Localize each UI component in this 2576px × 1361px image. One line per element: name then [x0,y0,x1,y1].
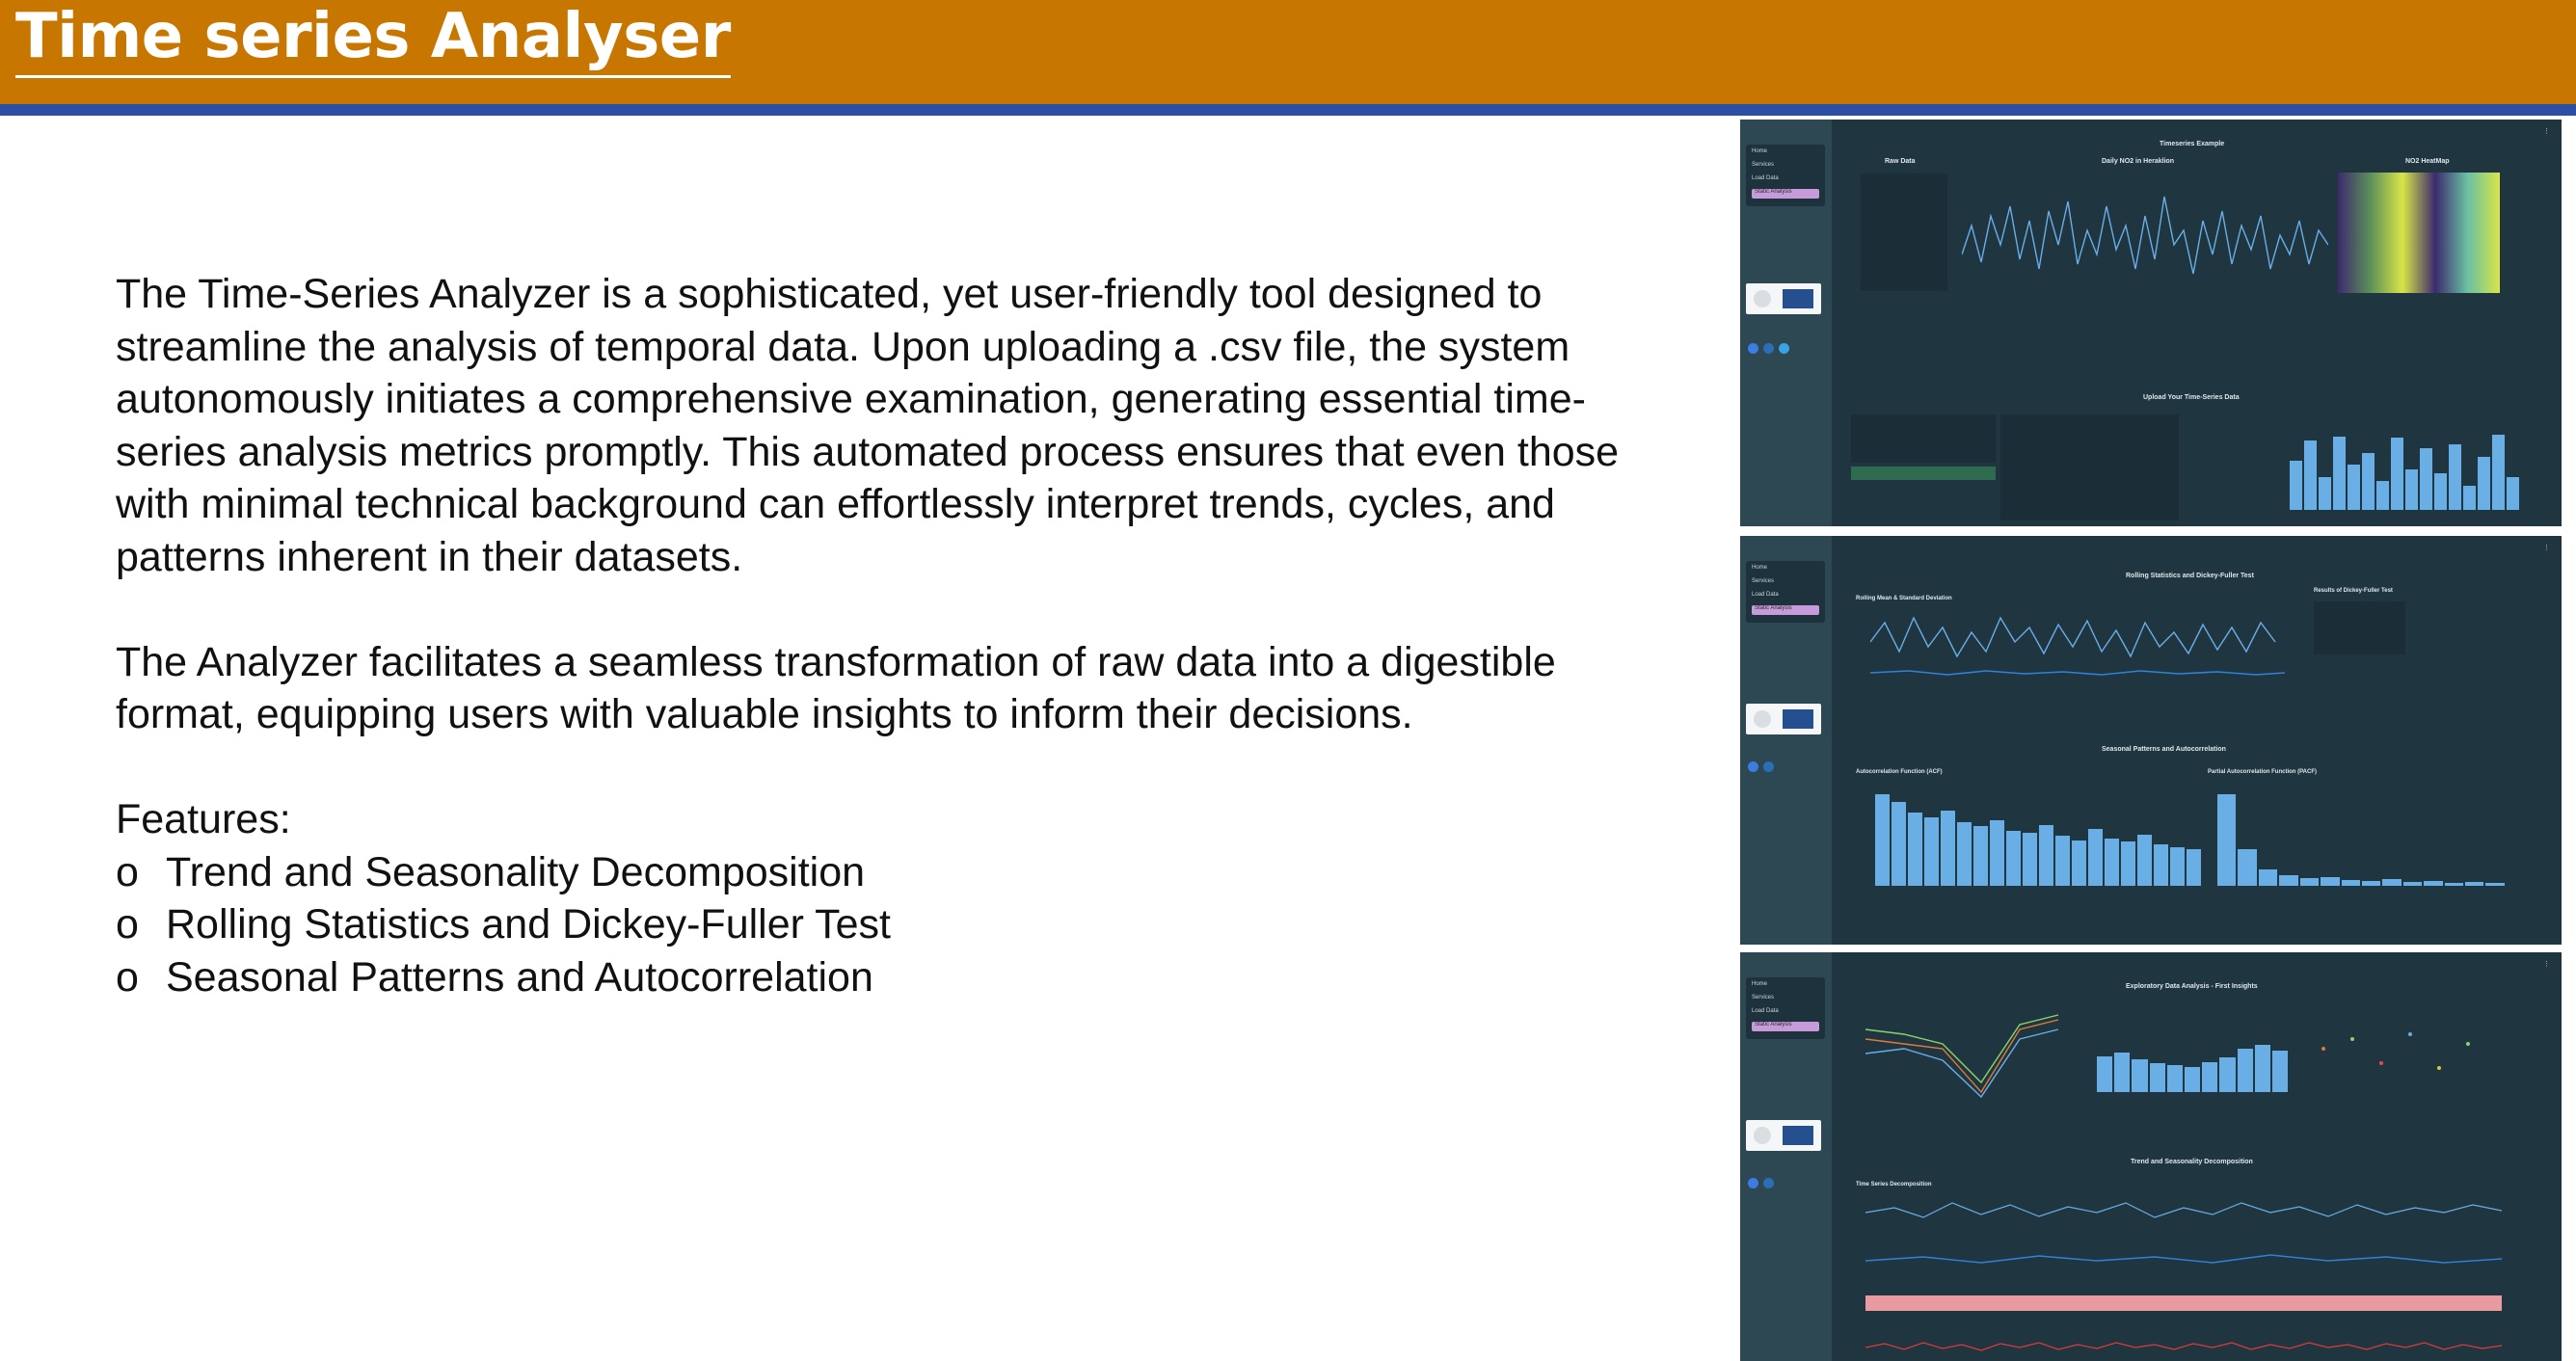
raw-data-title: Raw Data [1885,158,1916,165]
partner-logo [1746,283,1821,314]
menu-icon: ⋮ [2543,961,2550,968]
line-chart-plot [1962,187,2328,291]
header-divider [0,104,2576,116]
pacf-bars [2217,794,2507,886]
feature-label: Rolling Statistics and Dickey-Fuller Test [166,901,891,947]
nav-item-services: Services [1752,162,1775,168]
page-title: Time series Analyser [15,0,731,78]
app-screenshot-data-upload [1740,120,2562,526]
app-screenshot-eda [1740,952,2562,1361]
title-banner [0,0,2576,104]
description-paragraph-1: The Time-Series Analyzer is a sophisticated, yet user-friendly tool designed to streamline the analysis of temporal data. Upon uploading a .csv file, the system autonomously initiates a comprehensive examination, generating essential time-series analysis metrics promptly. This automated process ensures that even those with minimal technical background can effortlessly interpret trends, cycles, and patterns inherent in their datasets. [116,271,1620,580]
app-sidebar [1740,120,1832,526]
nav-item-static-analysis: Static Analysis [1752,605,1819,615]
app-nav-menu [1746,977,1825,1039]
app-nav-menu [1746,145,1825,206]
decomposition-title: Trend and Seasonality Decomposition [2131,1159,2253,1165]
line-chart-title: Daily NO2 in Heraklion [2102,158,2175,165]
pacf-title: Partial Autocorrelation Function (PACF) [2208,769,2318,775]
facebook-icon [1748,761,1758,772]
rolling-stats-plot [1870,613,2285,690]
partner-logo [1746,704,1821,734]
feature-label: Seasonal Patterns and Autocorrelation [166,953,873,1001]
nav-item-load-data: Load Data [1752,1008,1779,1014]
description-paragraph-2: The Analyzer facilitates a seamless transformation of raw data into a digestible format, equipping users with valuable insights to inform their decisions. [116,638,1556,737]
bullet-icon: o [116,848,139,895]
feature-item [116,846,1658,899]
menu-icon: ⋮ [2543,128,2550,135]
nav-item-static-analysis: Static Analysis [1752,1022,1819,1031]
nav-item-home: Home [1752,148,1768,154]
app-screenshot-rolling-stats [1740,536,2562,945]
linkedin-icon [1763,343,1774,354]
rolling-title: Rolling Mean & Standard Deviation [1856,596,1952,601]
nav-item-home: Home [1752,981,1768,987]
adf-title: Results of Dickey-Fuller Test [2314,588,2393,594]
linkedin-icon [1763,1178,1774,1188]
feature-item [116,951,1658,1004]
uploaded-series-plot [2290,428,2521,510]
shot2-title: Rolling Statistics and Dickey-Fuller Test [2126,573,2254,579]
uploaded-data-table [2000,414,2179,520]
upload-success-banner [1851,467,1996,480]
app-sidebar [1740,536,1832,945]
heatmap-title: NO2 HeatMap [2405,158,2450,165]
app-nav-menu [1746,561,1825,623]
nav-item-static-analysis: Static Analysis [1752,189,1819,199]
nav-item-load-data: Load Data [1752,592,1779,598]
shot3-title: Exploratory Data Analysis - First Insights [2126,983,2258,990]
raw-data-table [1861,173,1947,291]
nav-item-services: Services [1752,995,1775,1001]
heatmap-plot [2338,173,2500,293]
twitter-icon [1779,343,1789,354]
menu-icon: ⋮ [2543,545,2550,551]
decomposition-plot [1865,1193,2502,1357]
facebook-icon [1748,343,1758,354]
ts-decomposition-title: Time Series Decomposition [1856,1182,1932,1188]
bullet-icon: o [116,953,139,1001]
description-block [116,268,1658,1003]
boxplot-chart [2097,1020,2290,1092]
seasonal-title: Seasonal Patterns and Autocorrelation [2102,746,2226,753]
adf-results-table [2314,601,2405,654]
nav-item-load-data: Load Data [1752,175,1779,181]
feature-label: Trend and Seasonality Decomposition [166,848,866,895]
acf-title: Autocorrelation Function (ACF) [1856,769,1943,775]
nav-item-services: Services [1752,578,1775,584]
partner-logo [1746,1120,1821,1151]
shot1-title: Timeseries Example [2160,141,2225,147]
file-upload-dropzone [1851,414,1996,463]
app-sidebar [1740,952,1832,1361]
acf-bars [1875,794,2203,886]
scatter-chart [2314,1010,2487,1107]
feature-item [116,898,1658,951]
linkedin-icon [1763,761,1774,772]
nav-item-home: Home [1752,565,1768,571]
seasonal-lines-plot [1865,1001,2078,1107]
facebook-icon [1748,1178,1758,1188]
features-heading: Features: [116,796,291,842]
bullet-icon: o [116,901,139,947]
upload-title: Upload Your Time-Series Data [2143,394,2240,401]
